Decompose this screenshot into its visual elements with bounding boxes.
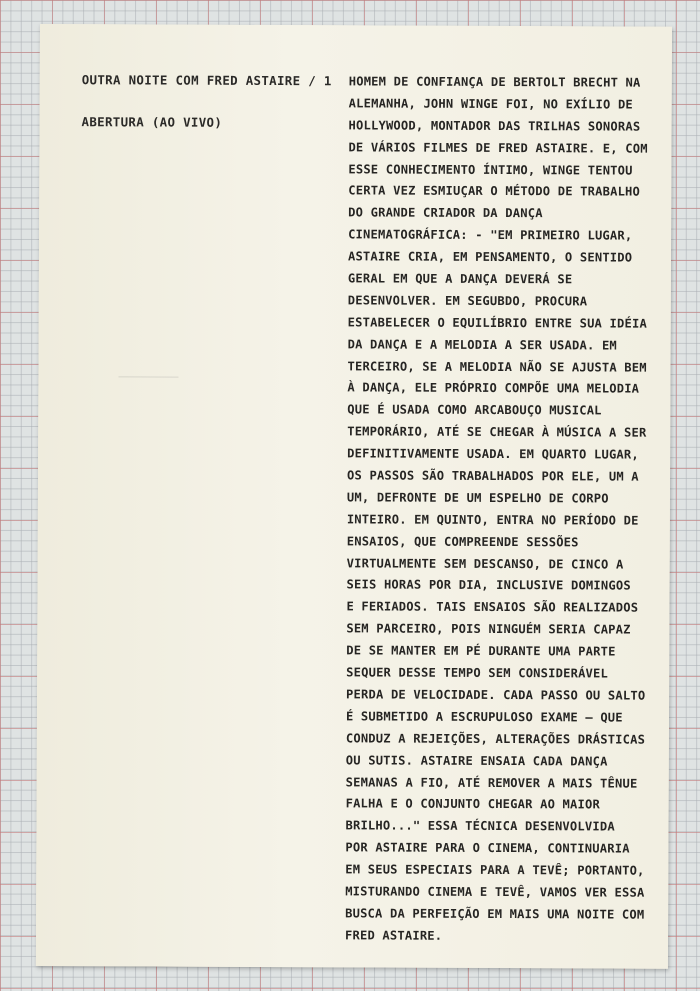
text-line: SEM PARCEIRO, POIS NINGUÉM SERIA CAPAZ	[346, 621, 631, 637]
text-line: SEMANAS A FIO, ATÉ REMOVER A MAIS TÊNUE	[345, 774, 638, 791]
text-line: UM, DEFRONTE DE UM ESPELHO DE CORPO	[346, 490, 609, 506]
text-line: SEIS HORAS POR DIA, INCLUSIVE DOMINGOS	[346, 577, 631, 594]
text-line: DE SE MANTER EM PÉ DURANTE UMA PARTE	[346, 643, 616, 659]
section-label: ABERTURA (AO VIVO)	[81, 114, 223, 130]
text-line: EM SEUS ESPECIAIS PARA A TEVÊ; PORTANTO,	[345, 862, 645, 878]
text-line: DA DANÇA E A MELODIA A SER USADA. EM	[347, 337, 617, 353]
paper-mark	[118, 376, 178, 377]
text-line: E FERIADOS. TAIS ENSAIOS SÃO REALIZADOS	[346, 599, 639, 615]
text-line: GERAL EM QUE A DANÇA DEVERÁ SE	[347, 271, 573, 287]
text-line: À DANÇA, ELE PRÓPRIO COMPÕE UMA MELODIA	[347, 380, 640, 397]
text-line: FRED ASTAIRE.	[344, 928, 443, 943]
text-line: POR ASTAIRE PARA O CINEMA, CONTINUARIA	[345, 840, 630, 856]
script-heading: OUTRA NOITE COM FRED ASTAIRE / 1	[81, 72, 332, 89]
text-line: ENSAIOS, QUE COMPREENDE SESSÕES	[346, 534, 579, 550]
body-text	[345, 71, 669, 948]
text-line: PERDA DE VELOCIDADE. CADA PASSO OU SALTO	[346, 687, 646, 703]
text-line: ASTAIRE CRIA, EM PENSAMENTO, O SENTIDO	[347, 249, 633, 265]
text-line: TERCEIRO, SE A MELODIA NÃO SE AJUSTA BEM	[347, 358, 647, 375]
text-line: TEMPORÁRIO, ATÉ SE CHEGAR À MÚSICA A SER	[347, 424, 647, 440]
text-line: CERTA VEZ ESMIUÇAR O MÉTODO DE TRABALHO	[348, 183, 641, 200]
text-line: VIRTUALMENTE SEM DESCANSO, DE CINCO A	[346, 555, 624, 572]
text-line: DEFINITIVAMENTE USADA. EM QUARTO LUGAR,	[347, 446, 639, 462]
text-line: INTEIRO. EM QUINTO, ENTRA NO PERÍODO DE	[346, 512, 639, 528]
text-line: BRILHO..." ESSA TÉCNICA DESENVOLVIDA	[345, 818, 615, 834]
text-line: DESENVOLVER. EM SEGUBDO, PROCURA	[347, 293, 588, 309]
text-line: OU SUTIS. ASTAIRE ENSAIA CADA DANÇA	[345, 752, 608, 769]
text-line: QUE É USADA COMO ARCABOUÇO MUSICAL	[347, 402, 602, 418]
text-line: BUSCA DA PERFEIÇÃO EM MAIS UMA NOITE COM	[345, 906, 645, 922]
text-line: FALHA E O CONJUNTO CHEGAR AO MAIOR	[345, 796, 600, 812]
text-line: HOLLYWOOD, MONTADOR DAS TRILHAS SONORAS	[348, 118, 641, 134]
text-line: MISTURANDO CINEMA E TEVÊ, VAMOS VER ESSA	[345, 884, 645, 900]
text-line: SEQUER DESSE TEMPO SEM CONSIDERÁVEL	[346, 665, 609, 681]
text-line: É SUBMETIDO A ESCRUPULOSO EXAME — QUE	[345, 709, 623, 725]
left-column	[82, 70, 332, 133]
text-line: ALEMANHA, JOHN WINGE FOI, NO EXÍLIO DE	[348, 96, 633, 112]
text-line: OS PASSOS SÃO TRABALHADOS POR ELE, UM A	[347, 468, 639, 484]
text-line: ESSE CONHECIMENTO ÍNTIMO, WINGE TENTOU	[348, 161, 633, 178]
text-line: CINEMATOGRÁFICA: - "EM PRIMEIRO LUGAR,	[348, 227, 633, 243]
text-line: CONDUZ A REJEIÇÕES, ALTERAÇÕES DRÁSTICAS	[345, 731, 646, 747]
typewritten-page	[36, 24, 672, 969]
text-line: DE VÁRIOS FILMES DE FRED ASTAIRE. E, COM	[348, 140, 648, 156]
text-line: ESTABELECER O EQUILÍBRIO ENTRE SUA IDÉIA	[347, 315, 647, 331]
text-line: DO GRANDE CRIADOR DA DANÇA	[348, 205, 543, 221]
text-line: HOMEM DE CONFIANÇA DE BERTOLT BRECHT NA	[348, 74, 641, 90]
